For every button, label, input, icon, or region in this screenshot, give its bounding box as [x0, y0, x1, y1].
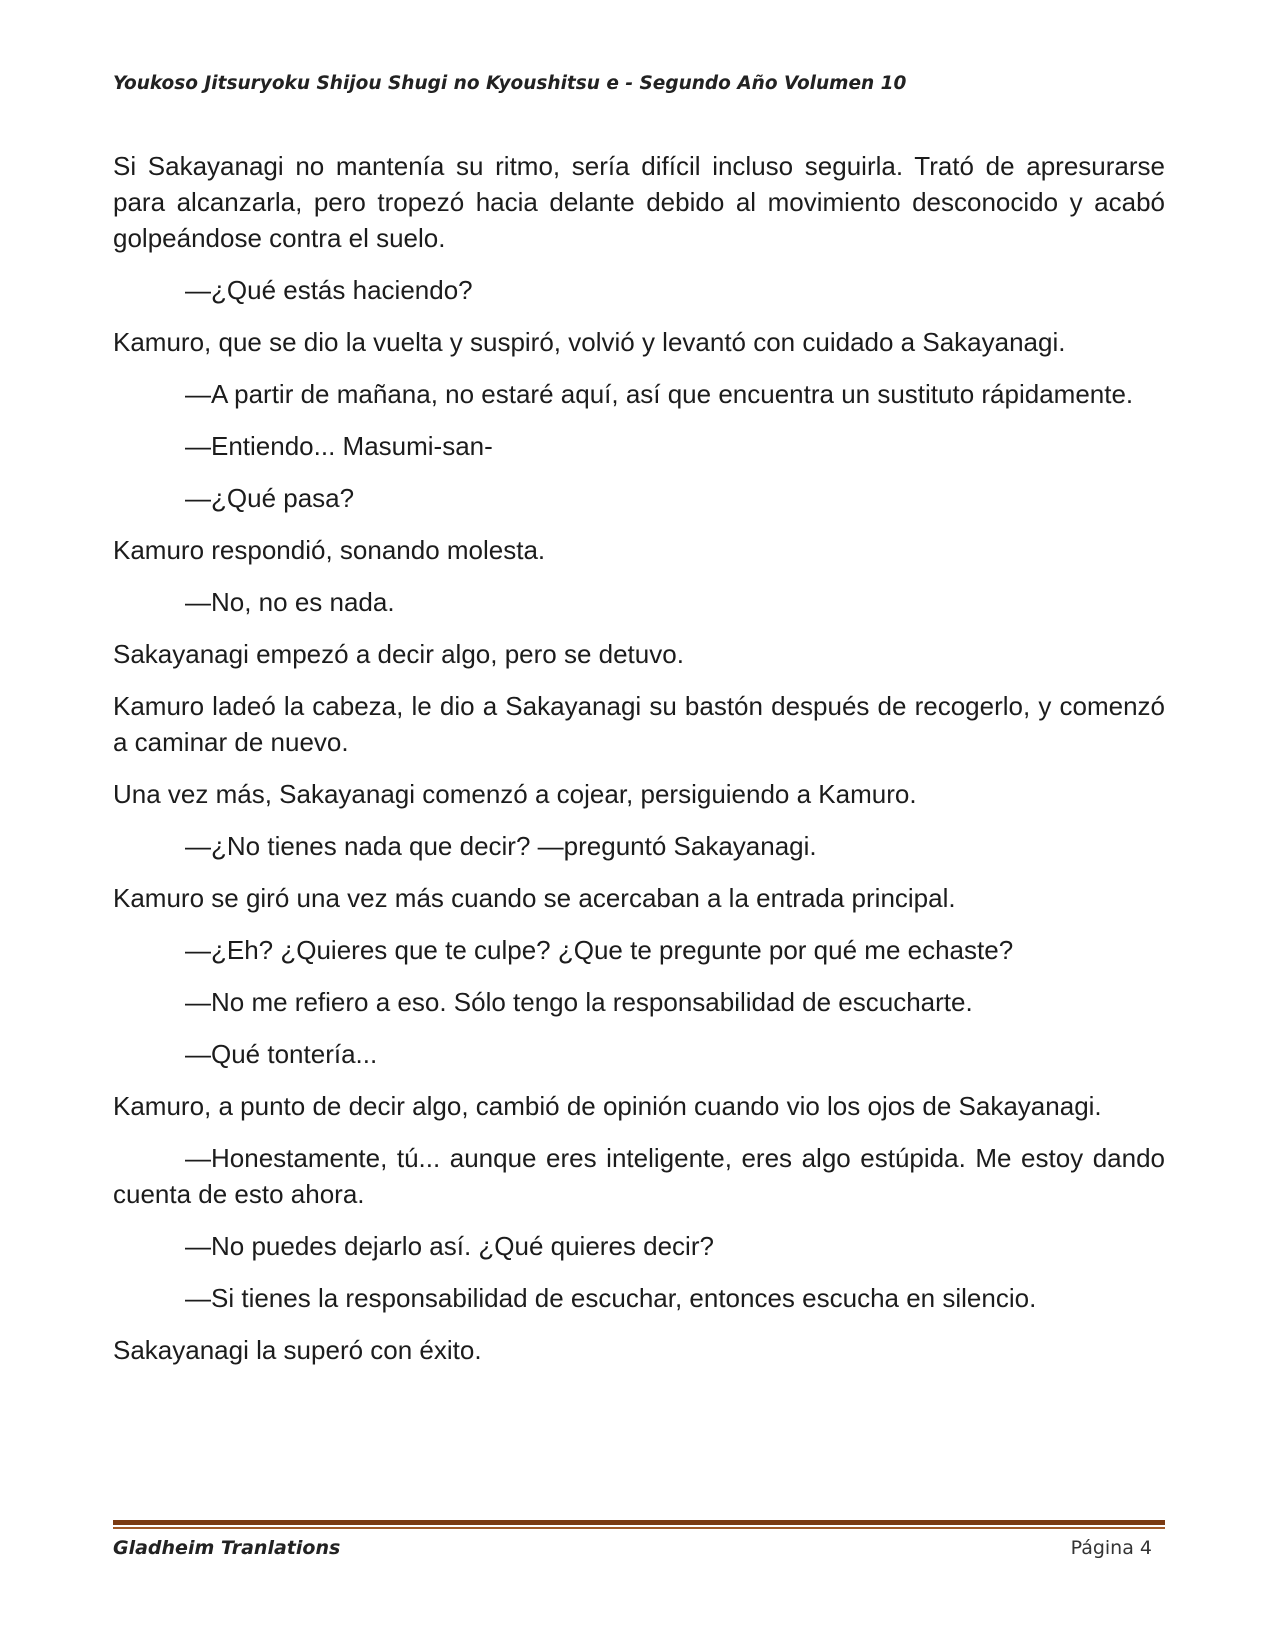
- dialogue-line: —No me refiero a eso. Sólo tengo la responsabilidad de escucharte.: [185, 987, 973, 1017]
- paragraph: Una vez más, Sakayanagi comenzó a cojear, persiguiendo a Kamuro.: [113, 779, 917, 809]
- paragraph: Kamuro ladeó la cabeza, le dio a Sakayanagi su bastón después de recogerlo, y comenzó a caminar de nuevo.: [113, 691, 1165, 757]
- dialogue-line: —¿Qué estás haciendo?: [185, 275, 473, 305]
- running-header-title: Youkoso Jitsuryoku Shijou Shugi no Kyoushitsu e - Segundo Año Volumen 10: [113, 73, 907, 94]
- dialogue-line: —No puedes dejarlo así. ¿Qué quieres decir?: [185, 1231, 714, 1261]
- paragraph: Kamuro respondió, sonando molesta.: [113, 535, 546, 565]
- dialogue-line: —A partir de mañana, no estaré aquí, así que encuentra un sustituto rápidamente.: [185, 379, 1134, 409]
- dialogue-line: —Entiendo... Masumi-san-: [185, 431, 493, 461]
- dialogue-line: —¿Qué pasa?: [185, 483, 355, 513]
- page-body: [113, 148, 1165, 1384]
- dialogue-line: —No, no es nada.: [185, 587, 395, 617]
- dialogue-line: —¿No tienes nada que decir? —preguntó Sakayanagi.: [185, 831, 817, 861]
- footer-divider: [113, 1520, 1165, 1529]
- paragraph: Kamuro se giró una vez más cuando se acercaban a la entrada principal.: [113, 883, 956, 913]
- dialogue-line: —Qué tontería...: [185, 1039, 378, 1069]
- dialogue-line: —Si tienes la responsabilidad de escuchar, entonces escucha en silencio.: [185, 1283, 1037, 1313]
- page-number: Página 4: [1070, 1537, 1152, 1559]
- paragraph: Sakayanagi la superó con éxito.: [113, 1335, 482, 1365]
- paragraph: Si Sakayanagi no mantenía su ritmo, sería difícil incluso seguirla. Trató de apresurarse para alcanzarla, pero tropezó hacia delante debido al movimiento desconocido y acabó golpeándose contra el suelo.: [113, 151, 1165, 253]
- paragraph: Sakayanagi empezó a decir algo, pero se detuvo.: [113, 639, 684, 669]
- dialogue-line: —Honestamente, tú... aunque eres inteligente, eres algo estúpida. Me estoy dando cuenta de esto ahora.: [113, 1143, 1165, 1209]
- dialogue-line: —¿Eh? ¿Quieres que te culpe? ¿Que te pregunte por qué me echaste?: [185, 935, 1014, 965]
- footer-divider-thick: [113, 1520, 1165, 1525]
- footer-divider-thin: [113, 1527, 1165, 1529]
- paragraph: Kamuro, a punto de decir algo, cambió de opinión cuando vio los ojos de Sakayanagi.: [113, 1091, 1102, 1121]
- paragraph: Kamuro, que se dio la vuelta y suspiró, volvió y levantó con cuidado a Sakayanagi.: [113, 327, 1066, 357]
- footer-credit: Gladheim Tranlations: [113, 1537, 341, 1559]
